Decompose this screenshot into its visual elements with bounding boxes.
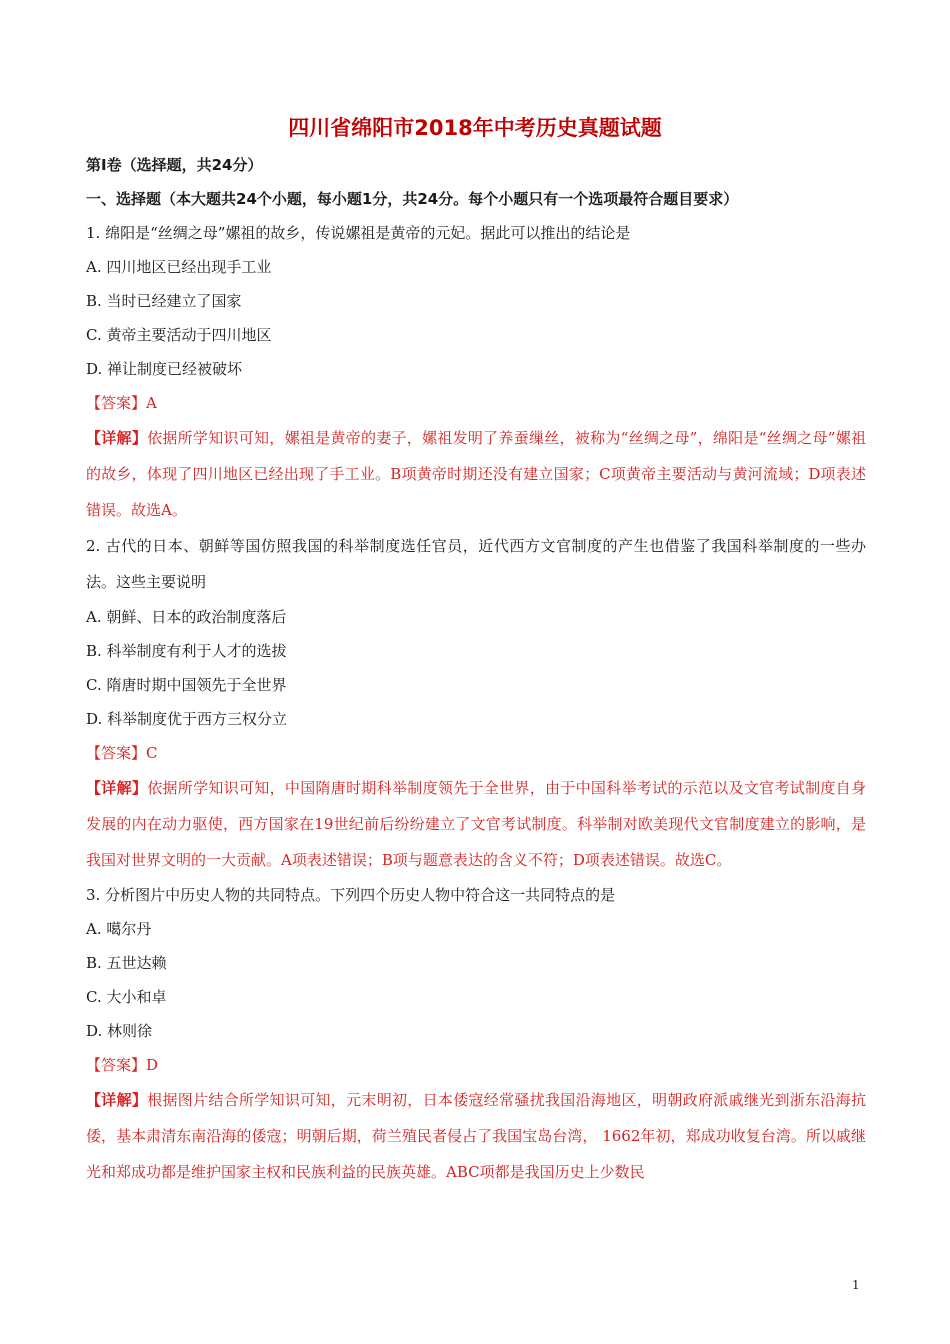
page-number: 1 xyxy=(852,1278,860,1292)
question-stem: 1. 绵阳是“丝绸之母”嫘祖的故乡，传说嫘祖是黄帝的元妃。据此可以推出的结论是 xyxy=(86,224,631,242)
answer: 【答案】D xyxy=(86,1056,159,1074)
option-b: B. 当时已经建立了国家 xyxy=(86,292,242,310)
option-a: A. 噶尔丹 xyxy=(86,920,152,938)
answer: 【答案】A xyxy=(86,394,157,412)
option-c: C. 大小和卓 xyxy=(86,988,167,1006)
answer: 【答案】C xyxy=(86,744,158,762)
option-c: C. 隋唐时期中国领先于全世界 xyxy=(86,676,287,694)
explanation xyxy=(86,1082,866,1190)
document-content xyxy=(86,148,866,1190)
question-stem: 2. 古代的日本、朝鲜等国仿照我国的科举制度选任官员，近代西方文官制度的产生也借鉴了我国科举制度的一些办法。这些主要说明 xyxy=(86,537,866,591)
option-a: A. 四川地区已经出现手工业 xyxy=(86,258,272,276)
instruction: 一、选择题（本大题共24个小题，每小题1分，共24分。每个小题只有一个选项最符合题目要求） xyxy=(86,190,739,208)
question-2 xyxy=(86,528,866,878)
detail-text: 根据图片结合所学知识可知，元末明初，日本倭寇经常骚扰我国沿海地区，明朝政府派戚继光到浙东沿海抗倭，基本肃清东南沿海的倭寇；明朝后期，荷兰殖民者侵占了我国宝岛台湾， 1662年初，郑成功收复台湾。所以戚继光和郑成功都是维护国家主权和民族利益的民族英雄。ABC项都是我国历史上少数民 xyxy=(86,1091,866,1181)
question-1 xyxy=(86,216,866,528)
explanation xyxy=(86,770,866,878)
option-b: B. 科举制度有利于人才的选拔 xyxy=(86,642,287,660)
option-d: D. 林则徐 xyxy=(86,1022,153,1040)
question-3 xyxy=(86,878,866,1190)
detail-tag: 【详解】 xyxy=(86,1091,148,1109)
option-c: C. 黄帝主要活动于四川地区 xyxy=(86,326,272,344)
detail-tag: 【详解】 xyxy=(86,429,148,447)
page-title: 四川省绵阳市2018年中考历史真题试题 xyxy=(288,116,662,140)
option-a: A. 朝鲜、日本的政治制度落后 xyxy=(86,608,287,626)
section-header: 第Ⅰ卷（选择题，共24分） xyxy=(86,156,263,174)
detail-tag: 【详解】 xyxy=(86,779,148,797)
explanation xyxy=(86,420,866,528)
detail-text: 依据所学知识可知，中国隋唐时期科举制度领先于全世界，由于中国科举考试的示范以及文官考试制度自身发展的内在动力驱使，西方国家在19世纪前后纷纷建立了文官考试制度。科举制对欧美现代文官制度建立的影响，是我国对世界文明的一大贡献。A项表述错误；B项与题意表达的含义不符；D项表述错误。故选C。 xyxy=(86,779,866,869)
detail-text: 依据所学知识可知，嫘祖是黄帝的妻子，嫘祖发明了养蚕缫丝，被称为“丝绸之母”，绵阳是“丝绸之母”嫘祖的故乡，体现了四川地区已经出现了手工业。B项黄帝时期还没有建立国家；C项黄帝主要活动与黄河流域；D项表述错误。故选A。 xyxy=(86,429,866,519)
option-b: B. 五世达赖 xyxy=(86,954,167,972)
question-stem: 3. 分析图片中历史人物的共同特点。下列四个历史人物中符合这一共同特点的是 xyxy=(86,886,616,904)
option-d: D. 禅让制度已经被破坏 xyxy=(86,360,243,378)
option-d: D. 科举制度优于西方三权分立 xyxy=(86,710,288,728)
